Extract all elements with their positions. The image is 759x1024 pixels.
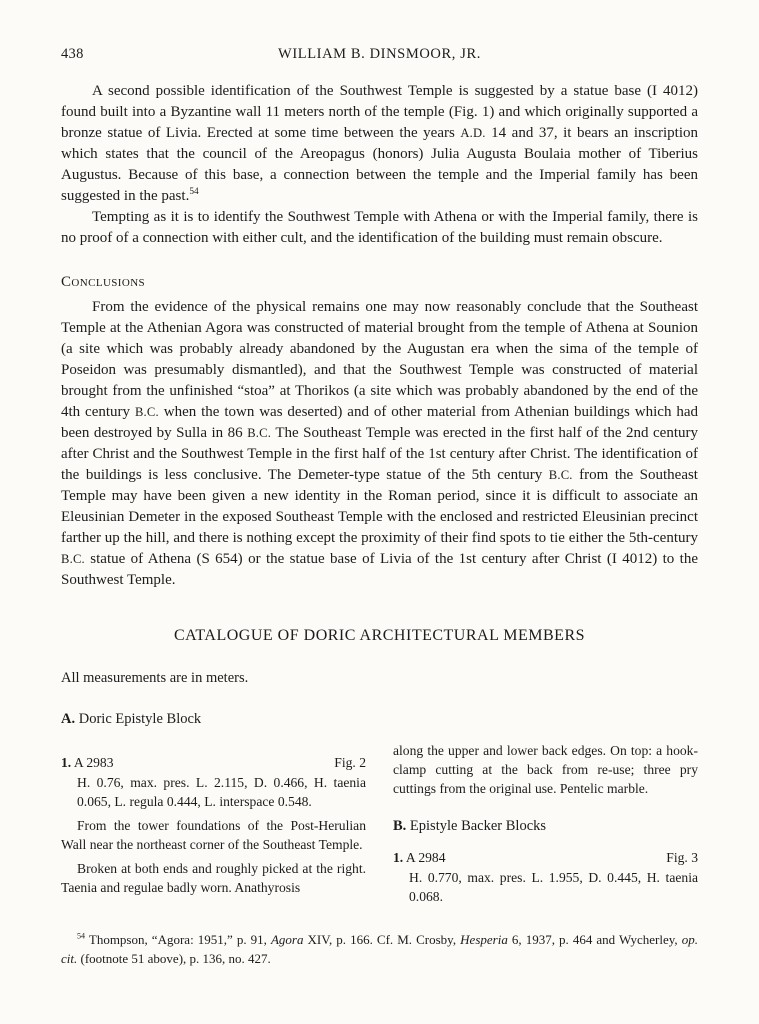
page-header bbox=[61, 46, 698, 63]
measurements-note: All measurements are in meters. bbox=[61, 670, 249, 686]
catalogue-columns bbox=[61, 741, 698, 906]
catalogue-right-column bbox=[393, 741, 698, 906]
paragraph-statue-base: A second possible identification of the Southwest Temple is suggested by a statue base (I 4012) found built into a Byzantine wall 11 meters north of the temple (Fig. 1) and which originally supported a bronze statue of Livia. Erected at some time between the years A.D. 14 and 37, it bears an inscription which states that the council of the Areopagus (honors) Julia Augusta Boulaia mother of Tiberius Augustus. Because of this base, a connection between the temple and the Imperial family has been suggested in the past.$^{54}$ bbox=[61, 83, 699, 204]
entry-a2983-provenance: From the tower foundations of the Post-Herulian Wall near the northeast corner of the Southeast Temple. bbox=[61, 818, 366, 852]
section-a-heading: A. Doric Epistyle Block bbox=[61, 711, 202, 727]
entry-a2984-header bbox=[393, 848, 698, 867]
conclusions-heading: Conclusions bbox=[61, 274, 146, 290]
section-b-heading: B. Epistyle Backer Blocks bbox=[393, 818, 547, 834]
entry-a2984-id: 1. A 2984 bbox=[393, 850, 446, 865]
page-number: 438 bbox=[61, 46, 84, 62]
running-head: WILLIAM B. DINSMOOR, JR. bbox=[278, 46, 481, 62]
paragraph-tempting: Tempting as it is to identify the Southwest Temple with Athena or with the Imperial family, there is no proof of a connection with either cult, and the identification of the building must remain obscure. bbox=[61, 209, 698, 246]
entry-a2983-description: Broken at both ends and roughly picked at the right. Taenia and regulae badly worn. Anathyrosis bbox=[61, 861, 366, 895]
catalogue-heading: CATALOGUE OF DORIC ARCHITECTURAL MEMBERS bbox=[173, 627, 586, 644]
paragraph-conclusions: From the evidence of the physical remains one may now reasonably conclude that the Southeast Temple at the Athenian Agora was constructed of material brought from the temple of Athena at Sounion (a site which was probably already abandoned by the Augustan era when the sima of the temple of Poseidon was presumably dismantled), and that the Southwest Temple was constructed of material brought from the unfinished “stoa” at Thorikos (a site which was probably abandoned by the end of the 4th century B.C. when the town was deserted) and of other material from Athenian buildings which had been destroyed by Sulla in 86 B.C. The Southeast Temple was erected in the first half of the 2nd century after Christ and the Southwest Temple in the first half of the 1st century after Christ. The identification of the buildings is less conclusive. The Demeter-type statue of the 5th century B.C. from the Southeast Temple may have been given a new identity in the Roman period, since it is difficult to associate an Eleusinian Demeter in the exposed Southeast Temple with the enclosed and restricted Eleusinian precinct farther up the hill, and there is nothing except the proximity of their find spots to tie either the 5th-century B.C. statue of Athena (S 654) or the statue base of Livia of the 1st century after Christ (I 4012) to the Southwest Temple. bbox=[61, 299, 698, 588]
entry-a2983-measurements: H. 0.76, max. pres. L. 2.115, D. 0.466, H. taenia 0.065, L. regula 0.444, L. interspace 0.548. bbox=[77, 775, 366, 809]
entry-a2984-fig-ref: Fig. 3 bbox=[666, 850, 698, 865]
main-text bbox=[61, 81, 698, 591]
footnote-54: $^{54}$ Thompson, “Agora: 1951,” p. 91, Agora XIV, p. 166. Cf. M. Crosby, Hesperia 6, 1937, p. 464 and Wycherley, op. cit. (footnote 51 above), p. 136, no. 427. bbox=[61, 931, 698, 966]
entry-a2983-fig-ref: Fig. 2 bbox=[334, 755, 366, 770]
entry-a2983-header bbox=[61, 753, 366, 772]
entry-a2984-measurements: H. 0.770, max. pres. L. 1.955, D. 0.445, H. taenia 0.068. bbox=[409, 870, 698, 904]
catalogue-left-column bbox=[61, 741, 366, 906]
entry-a2983-description-continued: along the upper and lower back edges. On top: a hook-clamp cutting at the back from re-use; three pry cuttings from the original use. Pentelic marble. bbox=[393, 743, 698, 796]
entry-a2983-id: 1. A 2983 bbox=[61, 755, 114, 770]
